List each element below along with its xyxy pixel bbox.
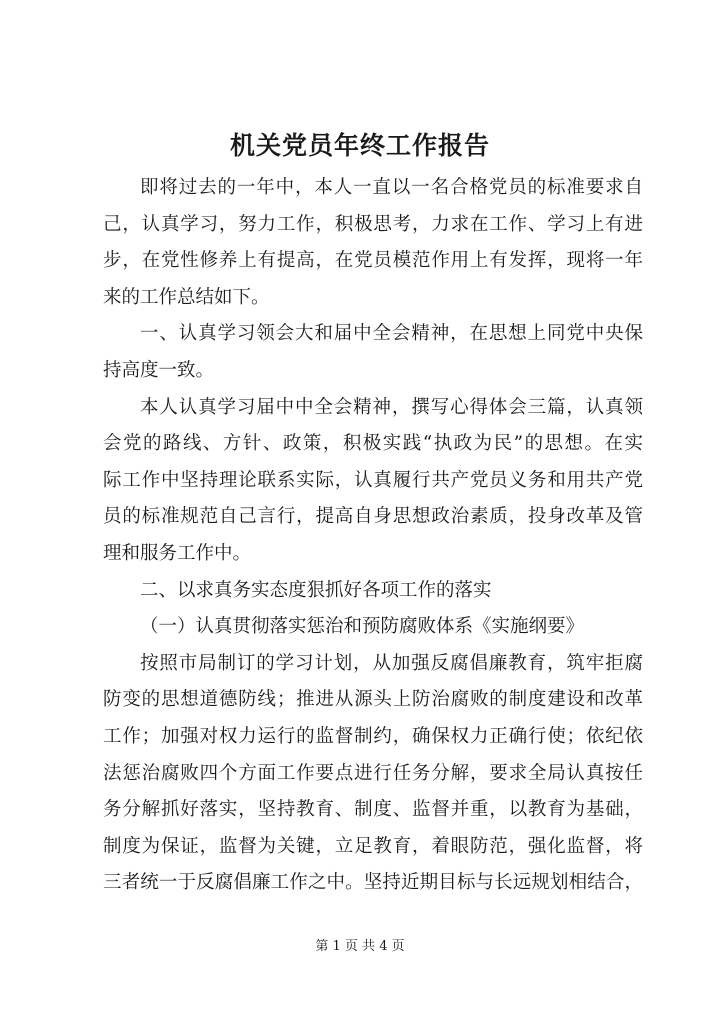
paragraph-line: 来的工作总结如下。 (103, 286, 270, 308)
document-title: 机关党员年终工作报告 (229, 131, 490, 160)
paragraph-line: 三者统一于反腐倡廉工作之中。坚持近期目标与长远规划相结合， (103, 872, 643, 894)
paragraph-line: 会党的路线、方针、政策，积极实践“执政为民”的思想。在实 (103, 433, 643, 455)
paragraph-line: 本人认真学习届中中全会精神，撰写心得体会三篇，认真领 (140, 396, 643, 418)
document-body (103, 170, 643, 902)
paragraph-line: 按照市局制订的学习计划，从加强反腐倡廉教育，筑牢拒腐 (140, 652, 643, 674)
paragraph-line: 防变的思想道德防线；推进从源头上防治腐败的制度建设和改革 (103, 689, 643, 711)
section-heading-line: 持高度一致。 (103, 359, 215, 381)
section-heading-line: 二、以求真务实态度狠抓好各项工作的落实 (140, 579, 492, 601)
paragraph-line: 理和服务工作中。 (103, 542, 252, 564)
paragraph-line: 步，在党性修养上有提高，在党员模范作用上有发挥，现将一年 (103, 250, 643, 272)
subsection-heading-line: （一）认真贯彻落实惩治和预防腐败体系《实施纲要》 (140, 616, 585, 638)
paragraph-line: 制度为保证，监督为关键，立足教育，着眼防范，强化监督，将 (103, 835, 643, 857)
paragraph-line: 务分解抓好落实，坚持教育、制度、监督并重，以教育为基础， (103, 799, 643, 821)
page-number-footer: 第 1 页 共 4 页 (315, 939, 405, 954)
paragraph-line: 法惩治腐败四个方面工作要点进行任务分解，要求全局认真按任 (103, 762, 643, 784)
paragraph-line: 工作；加强对权力运行的监督制约，确保权力正确行使；依纪依 (103, 725, 643, 747)
section-heading-line: 一、认真学习领会大和届中全会精神，在思想上同党中央保 (140, 323, 643, 345)
paragraph-line: 际工作中坚持理论联系实际，认真履行共产党员义务和用共产党 (103, 469, 643, 491)
paragraph-line: 即将过去的一年中，本人一直以一名合格党员的标准要求自 (140, 177, 643, 198)
paragraph-line: 己，认真学习，努力工作，积极思考，力求在工作、学习上有进 (103, 213, 643, 235)
paragraph-line: 员的标准规范自己言行，提高自身思想政治素质，投身改革及管 (103, 506, 643, 528)
